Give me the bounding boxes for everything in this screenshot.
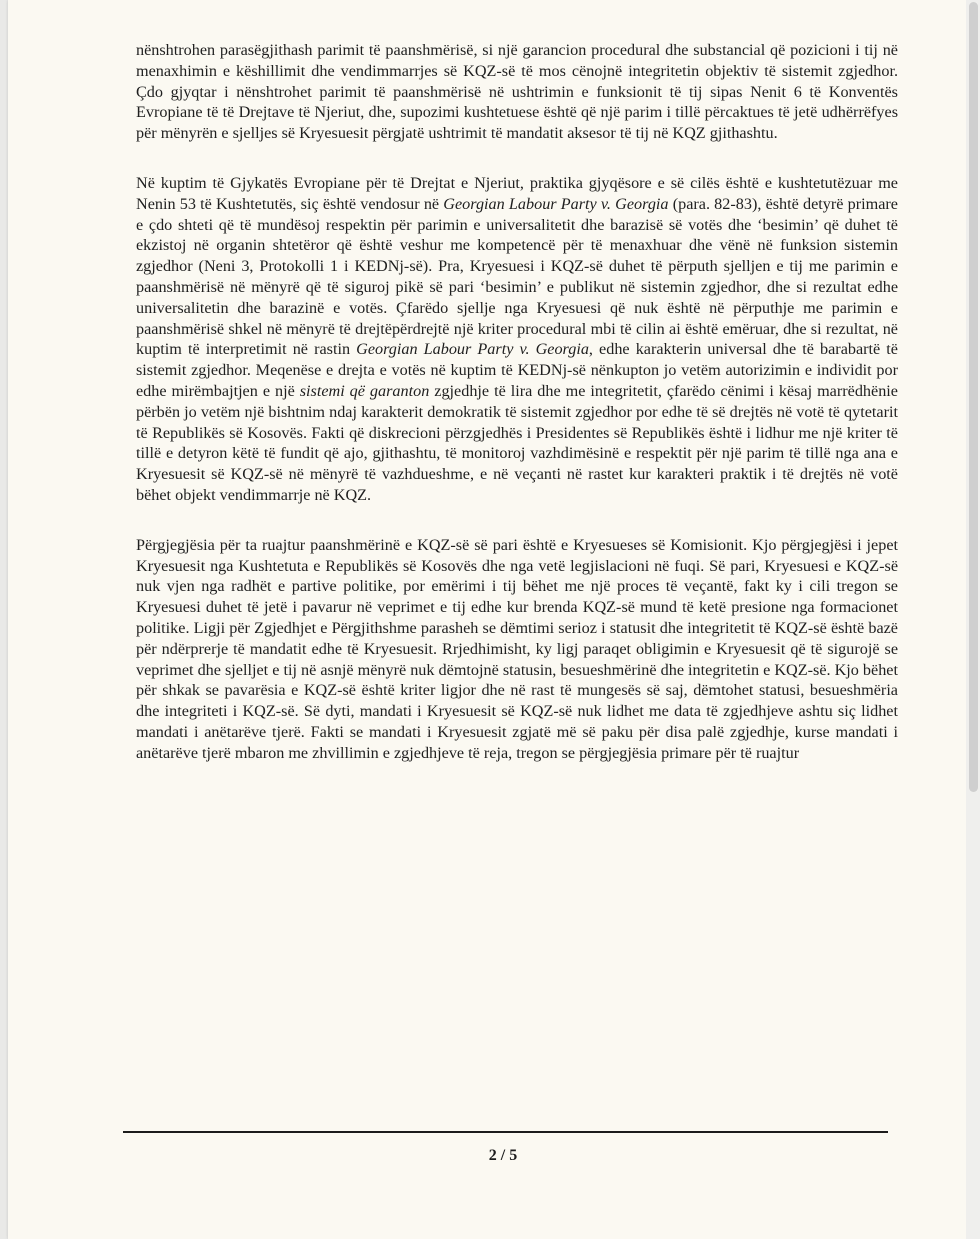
paragraph-text: nënshtrohen parasëgjithash parimit të paanshmërisë, si një garancion procedural dhe substancial që pozicioni i tij në menaxhimin e këshillimit dhe vendimmarrjes së KQZ-së të mos cënojnë integritetin objektiv të sistemit zgjedhor. Çdo gjyqtar i nënshtrohet parimit të paanshmërisë në ushtrimin e funksionit të tij sipas Nenit 6 të Konventës Evropiane të të Drejtave të Njeriut, dhe, supozimi kushtetuese është që një parim i tillë përcaktues të jetë udhërrëfyes për mënyrën e sjelljes së Kryesuesit përgjatë ushtrimit të mandatit aksesor të tij në KQZ gjithashtu. [136,41,898,143]
case-citation: Georgian Labour Party v. Georgia [356,340,589,359]
paragraph-text: Në kuptim të Gjykatës Evropiane për të Drejtat e Njeriut, praktika gjyqësore e së cilës është e kushtetutëzuar me Nenin 53 të Kushtetutës, siç është vendosur në [136,173,898,213]
paragraph-1 [136,40,898,144]
paragraph-text: Përgjegjësia për ta ruajtur paanshmërinë e KQZ-së së pari është e Kryesueses së Komisionit. Kjo përgjegjësi i jepet Kryesuesit nga Kushtetuta e Republikës së Kosovës dhe nga vetë legjislacioni në fuqi. Së pari, Kryesuesi e KQZ-së nuk vjen nga radhët e partive politike, por emërimi i tij bëhet me një proces të veçantë, fakt ky i cili tregon se Kryesuesi duhet të jetë i pavarur në veprimet e tij edhe kur brenda KQZ-së mund të ketë presione nga formacionet politike. Ligji për Zgjedhjet e Përgjithshme parasheh se dëmtimi serioz i statusit dhe integritetit të KQZ-së është bazë për ndërprerje të mandatit edhe të Kryesuesit. Rrjedhimisht, ky ligj paraqet obligimin e Kryesuesit që të sigurojë se veprimet dhe sjelljet e tij në asnjë mënyrë nuk dëmtojnë statusin, besueshmërinë dhe integritetin e KQZ-së. Kjo bëhet për shkak se pavarësia e KQZ-së është kriter ligjor dhe në rast të mungesës së saj, dëmtohet statusi, besueshmëria dhe integriteti i KQZ-së. Së dyti, mandati i Kryesuesit së KQZ-së nuk lidhet me data të zgjedhjeve ashtu siç lidhet mandati i anëtarëve tjerë. Fakti se mandati i Kryesuesit zgjatë më së paku për disa palë zgjedhje, kurse mandati i anëtarëve tjerë mbaron me zhvillimin e zgjedhjeve të reja, tregon se përgjegjësia primare për të ruajtur [136,535,898,762]
case-citation: Georgian Labour Party v. Georgia [443,194,669,213]
paragraph-text: zgjedhje të lira dhe me integritetit, çfarëdo cënimi i kësaj marrëdhënie përbën jo vetëm një bishtnim ndaj karakterit demokratik të sistemit zgjedhor por edhe të së drejtës në votë të qytetarit të Republikës së Kosovës. Fakti që diskrecioni përzgjedhës i Presidentes së Republikës është i lidhur me një kriter të tillë e detyron këtë të fundit që ajo, gjithashtu, të monitoroj vazhdimësinë e respektit për një parim të tillë nga ana e Kryesuesit së KQZ-së në mënyrë të vazhdueshme, e në veçanti në rastet kur karakteri praktik i të drejtës në votë bëhet objekt vendimmarrje në KQZ. [136,381,898,504]
document-body [136,40,898,764]
scrollbar-thumb[interactable] [969,2,978,792]
footer-divider [123,1131,888,1133]
paragraph-text: , edhe karakterin universal dhe të barabartë të sistemit zgjedhor. Meqenëse e drejta e votës në kuptim të KEDNj-së nënkupton jo vetëm autorizimin e individit por edhe mirëmbajtjen e një [136,340,898,400]
scrollbar[interactable] [966,0,980,1239]
paragraph-3 [136,535,898,764]
emphasis-text: sistemi që garanton [299,381,430,400]
paragraph-2 [136,173,898,506]
paragraph-text: (para. 82-83), është detyrë primare e çdo shteti që të mundësoj respektin për parimin e universalitetit dhe barazisë së votës dhe ‘besimin’ që duhet të ekzistoj në organin shtetëror që është veshur me kompetencë për të menaxhuar dhe vënë në funksion sistemin zgjedhor (Neni 3, Protokolli 1 i KEDNj-së). Pra, Kryesuesi i KQZ-së duhet të përputh sjelljen e tij me parimin e paanshmërisë në mënyrë që të siguroj pikë së pari ‘besimin’ e publikut në sistemin zgjedhor, dhe si rezultat edhe universalitetin dhe barazinë e votës. Çfarëdo sjellje nga Kryesuesi që nuk është në përputhje me parimin e paanshmërisë shkel në mënyrë të drejtëpërdrejtë një kriter procedural mbi të cilin ai është emëruar, dhe si rezultat, në kuptim të interpretimit në rastin [136,194,898,359]
page-number: 2 / 5 [488,1147,518,1164]
document-page [8,0,966,1239]
